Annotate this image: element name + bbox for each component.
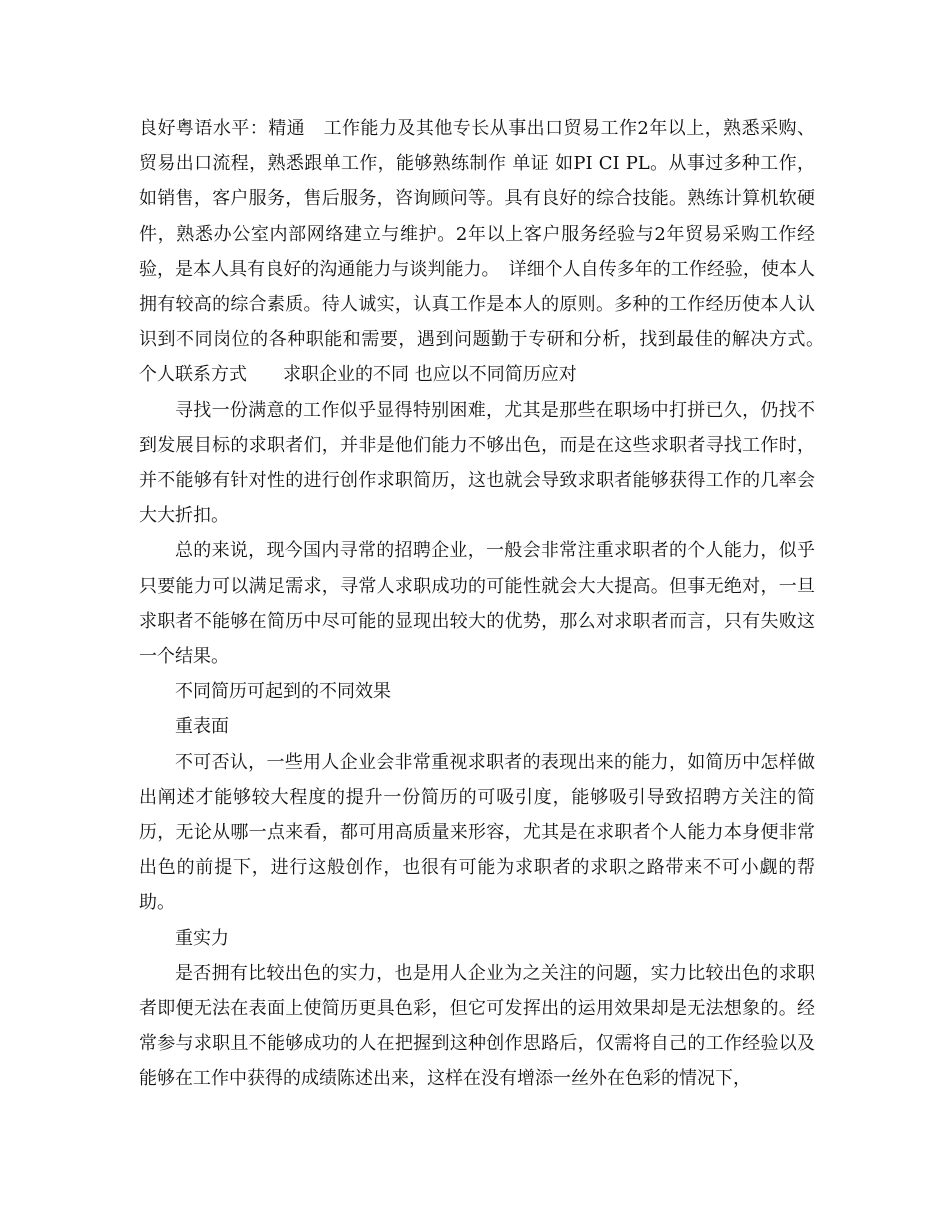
subheading-strength: 重实力	[175, 927, 229, 949]
paragraph-resume-skills: 良好粤语水平：精通 工作能力及其他专长从事出口贸易工作2年以上，熟悉采购、贸易出口流程，熟悉跟单工作，能够熟练制作 单证 如PI CI PL。从事过多种工作，如销售，客户服务，售后服务，咨询顾问等。具有良好的综合技能。熟练计算机软硬件，熟悉办公室内部网络建立与维护。2年以上客户服务经验与2年贸易采购工作经验，是本人具有良好的沟通能力与谈判能力。 详细个人自传多年的工作经验，使本人拥有较高的综合素质。待人诚实，认真工作是本人的原则。多种的工作经历使本人认识到不同岗位的各种职能和需要，遇到问题勤于专研和分析，找到最佳的解决方式。 个人联系方式 求职企业的不同 也应以不同简历应对	[139, 118, 833, 386]
document-page	[139, 111, 833, 1097]
subheading-appearance: 重表面	[175, 716, 229, 738]
paragraph-employer-focus: 总的来说，现今国内寻常的招聘企业，一般会非常注重求职者的个人能力，似乎只要能力可以满足需求，寻常人求职成功的可能性就会大大提高。但事无绝对，一旦求职者不能够在简历中尽可能的显现出较大的优势，那么对求职者而言，只有失败这一个结果。	[139, 540, 815, 668]
section-heading-resume-effects: 不同简历可起到的不同效果	[175, 681, 391, 703]
paragraph-appearance: 不可否认，一些用人企业会非常重视求职者的表现出来的能力，如简历中怎样做出阐述才能够较大程度的提升一份简历的可吸引度，能够吸引导致招聘方关注的简历，无论从哪一点来看，都可用高质量来形容，尤其是在求职者个人能力本身便非常出色的前提下，进行这般创作，也很有可能为求职者的求职之路带来不可小觑的帮助。	[139, 751, 815, 914]
paragraph-strength: 是否拥有比较出色的实力，也是用人企业为之关注的问题，实力比较出色的求职者即便无法在表面上使简历更具色彩，但它可发挥出的运用效果却是无法想象的。经常参与求职且不能够成功的人在把握到这种创作思路后，仅需将自己的工作经验以及能够在工作中获得的成绩陈述出来，这样在没有增添一丝外在色彩的情况下，	[139, 962, 815, 1090]
paragraph-job-search-difficulty: 寻找一份满意的工作似乎显得特别困难，尤其是那些在职场中打拼已久，仍找不到发展目标的求职者们，并非是他们能力不够出色，而是在这些求职者寻找工作时，并不能够有针对性的进行创作求职简历，这也就会导致求职者能够获得工作的几率会大大折扣。	[139, 399, 815, 527]
